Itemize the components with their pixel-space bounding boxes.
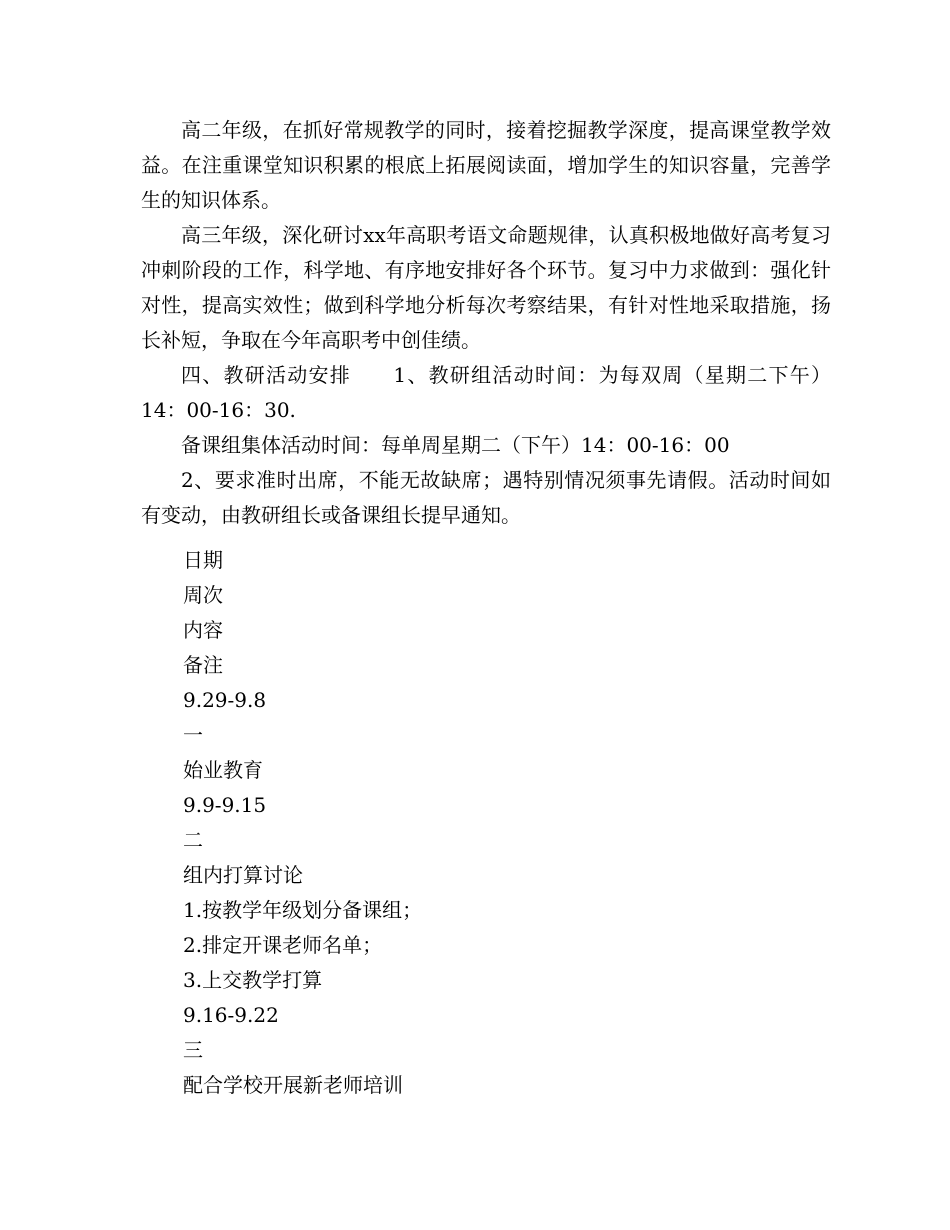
header-week: 周次 <box>183 583 223 607</box>
row-date: 9.9-9.15 <box>183 793 267 817</box>
row-date: 9.16-9.22 <box>183 1003 279 1027</box>
row-week: 二 <box>183 828 203 852</box>
row-content: 组内打算讨论 <box>183 863 303 887</box>
header-date: 日期 <box>183 548 223 572</box>
row-content: 配合学校开展新老师培训 <box>183 1073 403 1097</box>
header-remark: 备注 <box>183 653 223 677</box>
row-content-item: 2.排定开课老师名单； <box>183 933 383 957</box>
paragraph-prep-group-time: 备课组集体活动时间：每单周星期二（下午）14：00-16：00 <box>181 433 730 457</box>
row-week: 三 <box>183 1038 203 1062</box>
row-content-item: 3.上交教学打算 <box>183 968 323 992</box>
row-content-item: 1.按教学年级划分备课组； <box>183 898 423 922</box>
paragraph-activity-arrangement: 四、教研活动安排 1、教研组活动时间：为每双周（星期二下午）14：00-16：30. <box>141 363 831 422</box>
row-content: 始业教育 <box>183 758 263 782</box>
paragraph-grade-three-text: 高三年级，深化研讨xx年高职考语文命题规律，认真积极地做好高考复习冲刺阶段的工作，科学地、有序地安排好各个环节。复习中力求做到：强化针对性，提高实效性；做到科学地分析每次考察结果，有针对性地采取措施，扬长补短，争取在今年高职考中创佳绩。 <box>141 223 831 352</box>
row-week: 一 <box>183 723 203 747</box>
paragraph-grade-two: 高二年级，在抓好常规教学的同时，接着挖掘教学深度，提高课堂教学效益。在注重课堂知识积累的根底上拓展阅读面，增加学生的知识容量，完善学生的知识体系。 <box>141 118 831 212</box>
header-content: 内容 <box>183 618 223 642</box>
paragraph-attendance-requirement: 2、要求准时出席，不能无故缺席；遇特别情况须事先请假。活动时间如有变动，由教研组长或备课组长提早通知。 <box>141 468 831 527</box>
row-date: 9.29-9.8 <box>183 688 267 712</box>
